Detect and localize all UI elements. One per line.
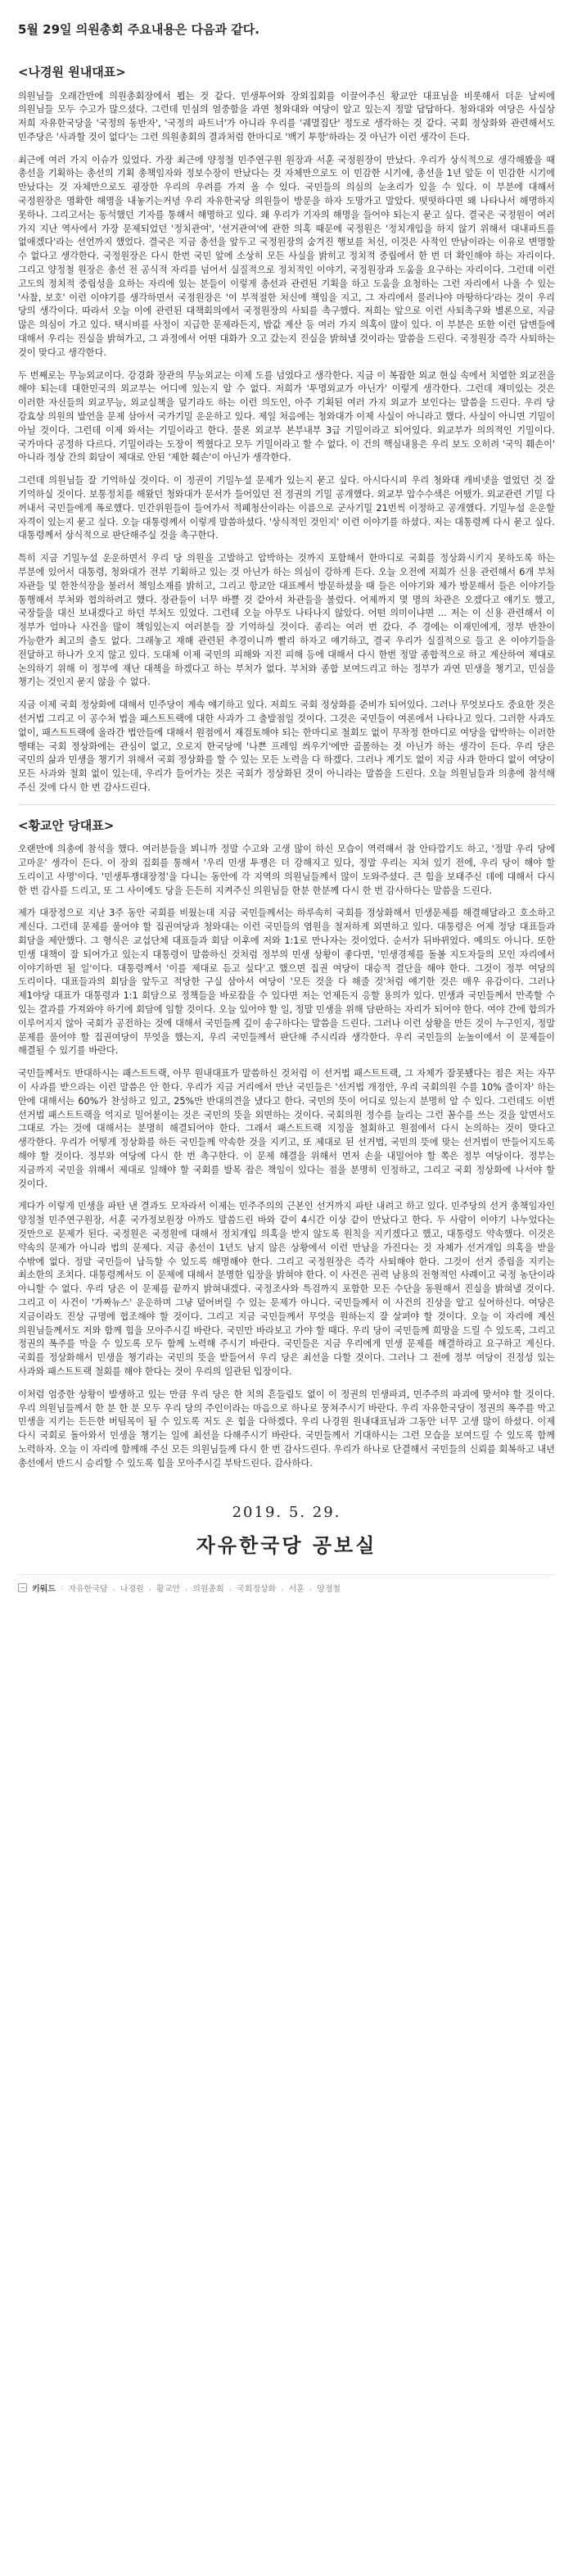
keyword-link[interactable]: 서훈 — [288, 1584, 305, 1594]
section-divider — [18, 804, 555, 805]
keyword-separator: , — [309, 1582, 313, 1592]
keyword-separator: , — [228, 1582, 232, 1592]
paragraph: 의원님들 오래간만에 의원총회장에서 뵙는 것 같다. 민생투어와 장외집회를 이끌어주신 황교안 대표님을 비롯해서 더운 날씨에 의원님들 모두 수고가 많으셨다. 그런데 민심의 엄중함을 과연 청와대와 여당이 알고 있는지 정말 답답하다. 청와대와 여당은 사실상 저희 자유한국당을 '국정의 동반자', '국정의 파트너'가 아니라 우리를 '궤멸집단' 정도로 생각하는 것 같다. 국회 정상화와 관련해서도 민주당은 '사과할 것이 없다'는 그런 의원총회의 결과처럼 한마디로 '백기 투항'하라는 것 아닌가 이런 생각이 든다. — [18, 90, 555, 143]
keyword-icon — [18, 1583, 27, 1592]
paragraph: 오랜만에 의총에 참석을 했다. 여러분들을 뵈니까 정말 수고와 고생 많이 하신 모습이 역력해서 참 안타깝기도 하고, '정말 우리 당에 고마운' 생각이 든다. 이 장외 집회를 통해서 '우리 민생 투쟁은 더 강해지고 있다, 정말 우리는 지쳐 있기 전에, 우리 당이 해야 할 도리이고 사명'이다. '민생투쟁대장정'을 다니는 동안에 각 지역의 의원님들께서 많이 도와주셨다. 큰 힘을 보태주신 데에 대해서 다시 한 번 감사를 드리고, 또 그 사이에도 당을 든든히 지켜주신 의원님들 한분 한분께 다시 한 번 감사하다는 말씀을 드린다. — [18, 844, 555, 896]
paragraph: 그런데 의원님들 잘 기억하실 것이다. 이 정권이 기밀누설 문제가 있는지 묻고 싶다. 아시다시피 우리 청와대 캐비넷을 열었던 것 잘 기억하실 것이다. 보통정치를 해왔던 청와대가 문서가 들어있던 전 정권의 기밀 공개했다. 외교부 압수수색은 어땠가. 외교관련 기밀 다 꺼내서 국민들에게 폭로했다. 민간위원들이 들어가서 적폐청산이라는 이름으로 군사기밀 21번씩 이정하고 공개했다. 기밀누설 운운할 자격이 있는지 묻고 싶다. 오늘 대통령께서 이렇게 말씀하셨다. '상식적인 것인지' 이런 이야기를 하셨다. 저는 대통령께 다시 묻고 싶다. 대통령께서 상식적으로 판단해주실 것을 촉구한다. — [18, 475, 555, 541]
keyword-link[interactable]: 자유한국당 — [68, 1584, 108, 1594]
release-date: 2019. 5. 29. — [232, 1503, 341, 1521]
paragraph: 제가 대장정으로 지난 3주 동안 국회를 비웠는데 지금 국민들께서는 하루속히 국회를 정상화해서 민생문제를 해결해달라고 호소하고 계신다. 그런데 문제를 풀어야 할 집권여당과 청와대는 이런 국민들의 염원을 철저하게 외면하고 있다. 대통령은 어제 정당 대표들과 회담을 제안했다. 그 형식은 교섭단체 대표들과 회담 이후에 저와 1:1로 만나자는 것이었다. 순서가 뒤바뀌었다. 예의도 아니다. 또한 민생 대책이 잘 되어가고 있는지 대통령이 말씀하신 것처럼 정부의 민생 상황이 좋다면, '민생경제를 돌볼 지도자들의 모인 자리에서 이야기하면 될 일'이다. 대통령께서 '이를 제대로 듣고 싶다'고 했으면 집권 여당이 대승적 결단을 해야 한다. 그것이 정부 여당의 도리이다. 대표들과의 회담을 앞두고 적당한 구실 삼아서 여당이 '모든 것을 다 해줄 것'처럼 얘기한 것은 매우 유감이다. 그러나 제1야당 대표가 대통령과 1:1 회담으로 정책들을 바로잡을 수 있다면 저는 언제든지 응할 용의가 있다. 민생과 국민들께서 만족할 수 있는 결과를 가져와야 하기에 회담에 임할 것이다. 오늘 있어야 할 일, 정말 민생을 위해 담판하는 자리가 되어야 한다. 여야 간에 합의가 이루어지지 않아 국회가 공전하는 것에 대해서 국민들께 깊이 송구하다는 말씀을 드린다. 그러나 이런 상황을 만든 것이 누구인지, 정말 문제를 풀어야 할 집권여당이 무엇을 했는지, 우리 국민들께서 판단해 주시리라 생각한다. 우리 국민들의 눈높이에서 이 문제들이 해결될 수 있기를 바란다. — [18, 908, 555, 1057]
paragraph: 게다가 이렇게 민생을 파탄 낸 결과도 모자라서 이제는 민주주의의 근본인 선거까지 파탄 내려고 하고 있다. 민주당의 선거 총책임자인 양정철 민주연구원장, 서훈 국가정보원장 아까도 말씀드린 바와 같이 4시간 이상 같이 만났다고 한다. 두 사람이 이야기 나누었다는 것만으로 문제가 된다. 국정원은 국정원에 대해서 정치개입 의혹을 받지 않도록 원칙을 지키겠다고 했고, 대통령도 약속했다. 이것은 약속의 문제가 아니라 법의 문제다. 지금 총선이 1년도 남지 않은 상황에서 이런 만남을 가진다는 것 자체가 선거개입 의혹을 받을 수밖에 없다. 정말 국민들이 납득할 수 있도록 해명해야 한다. 그리고 국정원장은 즉각 사퇴해야 한다. 그것이 선거 중립을 지키는 최소한의 조치다. 대통령께서도 이 문제에 대해서 분명한 입장을 밝혀야 한다. 이 사건은 권력 남용의 전형적인 사례이고 국정 농단이라 아니할 수 없다. 우리 당은 이 문제를 끝까지 밝혀내겠다. 국정조사와 특검까지 포함한 모든 수단을 동원해서 진실을 밝혀낼 것이다. 그리고 이 사건이 '가짜뉴스' 운운하며 그냥 덮어버릴 수 있는 문제가 아니다. 국민들께서 이 사건의 진상을 알고 싶어하신다. 여당은 지금이라도 진상 규명에 협조해야 할 것이다. 그리고 지금 국민들께서 무엇을 원하는지 잘 살펴야 할 것이다. 오늘 이 자리에 계신 의원님들께서도 저와 함께 힘을 모아주시길 바란다. 국민만 바라보고 가야 할 때다. 우리 당이 국민들께 희망을 드릴 수 있도록, 그리고 정권의 폭주를 막을 수 있도록 모두 함께 노력해 주시기 바란다. 국민들은 지금 우리에게 민생 문제를 해결하라고 요구하고 계신다. 국회를 정상화해서 민생을 챙기라는 국민의 뜻을 받들어서 우리 당은 최선을 다할 것이다. 그러나 그 전에 정부 여당이 진정성 있는 사과와 패스트트랙 철회를 해야 한다는 것이 우리의 일관된 입장이다. — [18, 1201, 555, 1377]
keyword-separator: , — [185, 1582, 188, 1592]
section-hwang-kyoahn — [18, 817, 555, 1471]
keyword-separator: , — [281, 1582, 284, 1592]
section-title-na: <나경원 원내대표> — [18, 65, 126, 79]
keyword-link[interactable]: 황교안 — [156, 1584, 181, 1594]
keyword-separator: : — [60, 1582, 64, 1592]
keyword-link[interactable]: 국회정상화 — [237, 1584, 277, 1594]
paragraph: 지금 이제 국회 정상화에 대해서 민주당이 계속 얘기하고 있다. 저희도 국회 정상화를 준비가 되어있다. 그러나 무엇보다도 중요한 것은 선거법 그리고 이 공수처 법을 패스트트랙에 대한 사과가 그 출발점일 것이다. 그것은 국민들이 여론에서 나타나고 있다. 그러한 사과도 없이, 패스트트랙에 올라간 법안들에 대해서 원점에서 재검토해야 되는 한마디로 철회도 없이 무작정 한마디로 여당을 압박하는 이러한 행태는 국회 정상화에는 관심이 없고, 오로지 한국당에 '나쁜 프레임 씌우기'에만 골몰하는 것 아닌가 하는 생각이 든다. 우리 당은 국민의 삶과 민생을 챙기기 위해서 국회 정상화를 할 수 있는 모든 노력을 다 하겠다. 그러나 계기도 없이 지금 사과 한마디 없이 여당이 모든 사과와 철회 없이 있는데, 우리가 들어가는 것은 국회가 정상화된 것이 아니라는 말씀을 드린다. 오늘 의원님들과 의총에 참석해 주신 것에 다시 한 번 감사드린다. — [18, 699, 555, 793]
paragraph: 국민들께서도 반대하시는 패스트트랙, 아무 원내대표가 말씀하신 것처럼 이 선거법 패스트트랙, 그 자체가 잘못됐다는 점은 저는 자꾸 이 사과를 받으라는 이런 말씀은 안 한다. 우리가 지금 거리에서 만난 국민들은 '선거법 개정안, 우리 국회의원 수를 10% 줄이자' 하는 안에 대해서는 60%가 찬성하고 있고, 25%만 반대의견을 냈다고 한다. 국민의 뜻이 어디로 있는지 분명히 알 수 있다. 그런데도 이번 선거법 패스트트랙을 억지로 밀어붙이는 것은 국민의 뜻을 외면하는 것이다. 국회의원 정수를 늘리는 그런 꼼수를 쓰는 것을 알면서도 그대로 가는 것에 대해서는 분명히 해결되어야 한다. 그래서 패스트트랙 지정을 철회하고 원점에서 다시 논의하는 것이 맞다고 생각한다. 우리가 어떻게 정상화를 하든 국민들께 약속한 것을 지키고, 또 제대로 된 선거법, 국민의 뜻에 맞는 선거법이 만들어지도록 해야 할 것이다. 정부와 여당에 다시 한 번 촉구한다. 이 문제 해결을 위해서 먼저 손을 내밀어야 할 쪽은 정부 여당이다. 정부는 지금까지 국민을 위해서 제대로 일해야 할 국회를 발목 잡은 책임이 있다는 점을 분명히 인정하고, 그리고 국회 정상화에 나서야 할 것이다. — [18, 1068, 555, 1189]
keyword-link[interactable]: 나경원 — [120, 1584, 144, 1594]
keyword-label: 키워드 — [32, 1584, 56, 1594]
paragraph: 두 번째로는 무능외교이다. 강경화 장관의 무능외교는 이제 도를 넘었다고 생각한다. 지금 이 복잡한 외교 현실 속에서 치열한 외교전을 해야 되는데 대한민국의 외교부는 어디에 있는지 알 수 없다. 저희가 '투명외교가 아닌가' 이렇게 생각한다. 그런데 재미있는 것은 이러한 자신들의 외교무능, 외교실책을 덮기라도 하는 이런 의도인, 아주 기획된 여러 가지 외교가 보인다는 말씀을 드린다. 우리 당 강효상 의원의 발언을 문제 삼아서 국가기밀 운운하고 있다. 제일 처음에는 청와대가 이제 사실이 아니라고 했다. 사실이 아니면 기밀이 아닐 것이다. 그런데 이제 와서는 기밀이라고 한다. 물론 외교부 본부내부 3급 기밀이라고 되어있다. 외교부가 의의적인 기밀이다. 국가마다 공정하 다르다. 기밀이라는 도장이 찍혔다고 모두 기밀이라고 할 수 없다. 이 건의 핵심내용은 우리 보도 오히려 '국익 훼손이' 아니라 정상 간의 회담이 제대로 안된 '제한 훼손'이 아닌가 생각한다. — [18, 369, 556, 464]
keyword-separator: , — [148, 1582, 152, 1592]
keyword-bar — [18, 1574, 555, 1602]
keyword-link[interactable]: 의원총회 — [192, 1584, 224, 1594]
organization-name: 자유한국당 공보실 — [196, 1533, 377, 1557]
section-title-hwang: <황교안 당대표> — [18, 817, 115, 833]
section-na-kyungwon — [18, 63, 555, 795]
keyword-separator: , — [112, 1582, 115, 1592]
paragraph: 이처럼 엄중한 상황이 발생하고 있는 만큼 우리 당은 한 치의 흔들림도 없이 이 정권의 민생파괴, 민주주의 파괴에 맞서야 할 것이다. 우리 의원님들께서 한 분 한 분 모두 우리 당의 주인이라는 마음으로 하나로 뭉쳐주시기 바란다. 우리 자유한국당이 정권의 폭주를 막고 민생을 지키는 든든한 버팀목이 될 수 있도록 저도 온 힘을 다하겠다. 우리 나경원 원내대표님과 그동안 너무 고생 많이 하셨다. 이제 다시 국회로 돌아와서 민생을 챙기는 일에 최선을 다해주시기 바란다. 국민들께서 기대하시는 그런 모습을 보여드릴 수 있도록 함께 노력하자. 오늘 이 자리에 함께해 주신 모든 의원님들께 다시 한 번 감사드린다. 우리가 하나로 단결해서 국민들의 신뢰를 회복하고 내년 총선에서 반드시 승리할 수 있도록 힘을 모아주시길 부탁드린다. 감사하다. — [18, 1388, 555, 1469]
paragraph: 최근에 여러 가지 이슈가 있었다. 가장 최근에 양정철 민주연구원 원장과 서훈 국정원장이 만났다. 우리가 상식적으로 생각해봤을 때 총선을 기획하는 총선의 기획 총책임자와 정보수장이 만났다는 것 자체만으로도 이 민감한 시기에, 총선을 1년 앞둔 이 민감한 시기에 만났다는 것 자체만으로도 굉장한 우리의 우려를 가져 올 수 있다. 국민들의 의심의 눈초리가 있을 수 있다. 이 부분에 대해서 국정원장은 명확한 해명을 내놓기는커녕 우리 자유한국당 의원들이 방문을 하자 도망가고 말았다. 떳떳하다면 왜 나타나서 해명하지 못하나. 그리고서는 동석했던 기자를 통해서 해명하고 있다. 왜 우리가 기자의 해명을 들어야 되는지 묻고 싶다. 결국은 국정원이 여러 가지 지난 역사에서 가장 문제되었던 '정치관여', '선거관여'에 관한 의혹 때문에 국정원은 '정치개입을 하지 않기 위해서 대내파트를 없애겠다'라는 선언까지 했었다. 결국은 지금 총선을 앞두고 국정원장의 숨겨진 행보를 처신, 이것은 사적인 만남이라는 이유로 변명할 수 없다고 생각한다. 국정원장은 다시 한번 국민 앞에 소상히 모든 사실을 밝히고 정치적 중립에서 한 번 더 확인해야 하는 자리이다. 그리고 양정철 원장은 총선 전 공식적 자리를 넘어서 실질적으로 정치적인 이야기, 국정원장과 도움을 요구하는 자리이다. 그런데 이런 고도의 정치적 중립성을 요하는 자리에 있는 분들이 이렇게 총선과 관련된 기획을 하고 도움을 요청하는 그런 자리에서 나올 수 있는 '사찰, 보호' 이런 이야기를 생각하면서 국정원장은 '이 부적절한 처신에 책임을 지고, 그 자리에서 물러나야 마땅하다'라는 것이 우리 당의 생각이다. 따라서 오늘 이에 관련된 대책회의에서 국정원장의 사퇴를 촉구했다. 저희는 앞으로 이런 사퇴촉구와 별론으로, 지금 많은 의심이 가고 있다. 택시비를 사정이 지급한 문제라든지, 밥값 계산 등 여러 가지 의혹이 많이 있다. 이 부분은 또한 이런 답변들에 대해서 우리는 진실을 밝혀가고, 그 과정에서 어떤 대화가 오고 갔는지 진실을 밝혀낼 것이라는 말씀을 드린다. 국정원장 즉각 사퇴하는 것이 맞다고 생각한다. — [18, 154, 555, 358]
paragraph: 특히 지금 기밀누설 운운하면서 우리 당 의원을 고발하고 압박하는 것까지 포함해서 한마디로 국회를 정상화시키지 못하도록 하는 부분에 있어서 대통령, 청와대가 전부 기획하고 있는 것 아닌가 하는 의심이 강하게 든다. 오늘 오전에 저희가 신용 관련해서 6개 부처 자관들 및 한찬석장을 불러서 책임소재를 밝히고, 그리고 항교안 대표께서 방문하셨을 때 들은 이야기와 제가 방문해서 들은 이야기들 통행해서 부처와 협의하려고 했다. 장관들이 너무 바쁠 것 같아서 차관들을 불렀다. 어제까지 몇 명의 차관은 오겠다고 얘기도 했고, 국장들을 대신 보내겠다고 하던 부처도 있었다. 그런데 오늘 아무도 나타나지 않았다. 어떤 의미이냐면 ... 저는 이 신용 관련해서 이 정부가 얼마나 사건을 많이 책임있는지 여러분들 잘 기억하실 것이다. 종리는 여러 번 갔다. 주 경에는 이재민에게, 정부 반찬이 가능한가 최고의 출도 없다. 그래놓고 재해 관련된 추경이니까 빨리 하자고 얘기하고, 결국 우리가 실질적으로 들고 온 이야기들을 전달하고 하나가 오지 않고 있다. 도대체 이제 국민의 피해와 지진 피해 등에 대해서 다시 한번 정말 종합적으로 하고 계산하여 제대로 논의하기 위해 이 정부에 재난 대책을 하겠다고 하는 부처가 없다. 부처와 종합 보여드리고 하는 정부가 과연 민생을 챙기고, 민심을 챙기는 것인지 묻지 않을 수 없다. — [18, 553, 555, 688]
keyword-link[interactable]: 양정철 — [317, 1584, 341, 1594]
intro-line: 5월 29일 의원총회 주요내용은 다음과 같다. — [18, 22, 259, 37]
